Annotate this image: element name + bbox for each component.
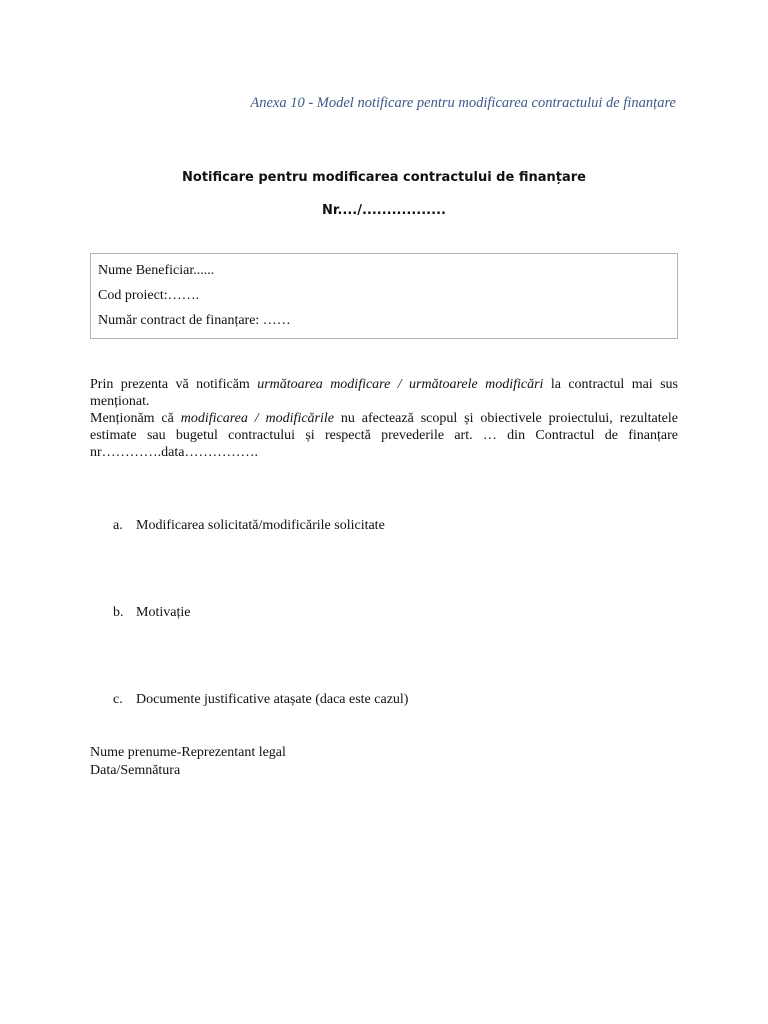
list-item-text: Motivație: [136, 605, 191, 620]
document-number-line: Nr..../.................: [322, 203, 446, 218]
annex-heading: Anexa 10 - Model notificare pentru modificarea contractului de finanțare: [250, 95, 676, 111]
notification-body: [90, 376, 678, 461]
notification-paragraph: [90, 376, 678, 410]
paragraph-text: Menționăm că: [90, 411, 181, 426]
list-item-letter: b.: [113, 605, 124, 620]
list-item-letter: a.: [113, 518, 123, 533]
list-item-documents: [113, 692, 408, 708]
document-title: Notificare pentru modificarea contractului de finanțare: [182, 170, 586, 185]
list-item-text: Modificarea solicitată/modificările solicitate: [136, 518, 385, 533]
list-item-letter: c.: [113, 692, 123, 707]
contract-number-field: Număr contract de finanțare: ……: [98, 313, 291, 328]
signature-block: [90, 744, 286, 780]
signature-date-line: Data/Semnătura: [90, 763, 181, 778]
list-item-text: Documente justificative atașate (daca este cazul): [136, 692, 409, 707]
beneficiary-info-box: [90, 253, 678, 339]
statement-paragraph: [90, 410, 678, 461]
paragraph-italic-text: următoarea modificare / următoarele modificări: [257, 377, 544, 392]
project-code-field: Cod proiect:…….: [98, 288, 200, 303]
list-item-motivation: [113, 605, 190, 621]
paragraph-text: nu afectează scopul și obiectivele proiectului, rezultatele estimate sau bugetul contractului și respectă prevederile art. … din Contractul de finanțare nr………….data…………….: [90, 411, 678, 460]
beneficiary-name-field: Nume Beneficiar......: [98, 263, 215, 278]
paragraph-text: Prin prezenta vă notificăm: [90, 377, 258, 392]
paragraph-italic-text: modificarea / modificările: [180, 411, 334, 426]
list-item-requested-change: [113, 518, 385, 534]
paragraph-text: la contractul mai sus menționat.: [90, 377, 678, 409]
signature-name-line: Nume prenume-Reprezentant legal: [90, 745, 286, 760]
